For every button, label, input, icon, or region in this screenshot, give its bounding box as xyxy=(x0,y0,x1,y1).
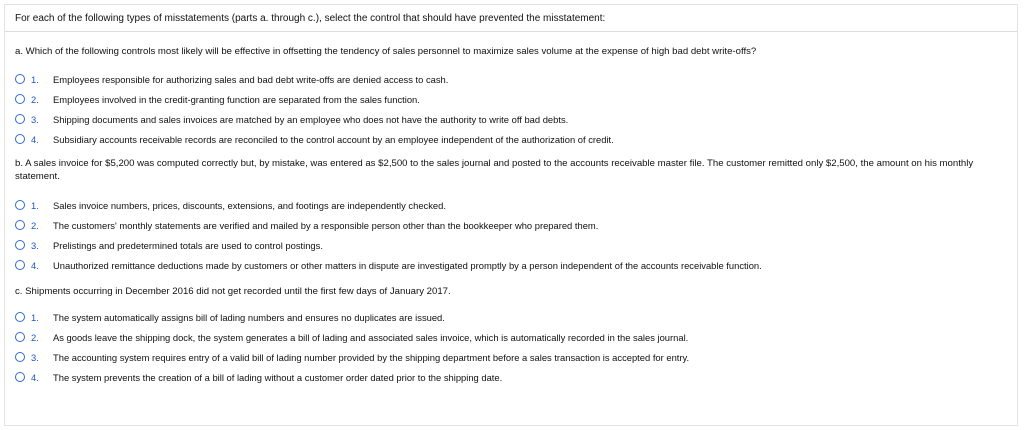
divider xyxy=(5,31,1017,32)
option-number: 4. xyxy=(31,133,39,145)
option-number: 2. xyxy=(31,331,39,343)
question-b-option-1[interactable] xyxy=(15,197,446,213)
question-c-option-1[interactable] xyxy=(15,309,445,325)
question-c-option-4[interactable] xyxy=(15,369,502,385)
question-a-option-1[interactable] xyxy=(15,71,448,87)
radio-button[interactable] xyxy=(15,312,25,322)
question-b-option-2[interactable] xyxy=(15,217,598,233)
question-a-option-2[interactable] xyxy=(15,91,420,107)
question-b-option-4[interactable] xyxy=(15,257,762,273)
radio-button[interactable] xyxy=(15,200,25,210)
radio-button[interactable] xyxy=(15,94,25,104)
option-label: The customers' monthly statements are verified and mailed by a responsible person other than the bookkeeper who prepared them. xyxy=(53,219,599,231)
option-number: 2. xyxy=(31,93,39,105)
instructions-text: For each of the following types of misstatements (parts a. through c.), select the control that should have prevented the misstatement: xyxy=(15,13,606,24)
option-label: Sales invoice numbers, prices, discounts, extensions, and footings are independently checked. xyxy=(53,199,446,211)
radio-button[interactable] xyxy=(15,372,25,382)
option-number: 3. xyxy=(31,113,39,125)
radio-button[interactable] xyxy=(15,134,25,144)
option-label: The accounting system requires entry of a valid bill of lading number provided by the shipping department before a sales transaction is accepted for entry. xyxy=(53,351,690,363)
question-c-text: c. Shipments occurring in December 2016 did not get recorded until the first few days of January 2017. xyxy=(15,286,451,297)
option-label: Employees involved in the credit-granting function are separated from the sales function. xyxy=(53,93,420,105)
question-b-text: b. A sales invoice for $5,200 was computed correctly but, by mistake, was entered as $2,500 to the sales journal and posted to the accounts receivable master file. The customer remitted only $2,500, the amount on his monthly statement. xyxy=(15,158,974,182)
radio-button[interactable] xyxy=(15,352,25,362)
option-number: 4. xyxy=(31,259,39,271)
radio-button[interactable] xyxy=(15,114,25,124)
option-label: The system automatically assigns bill of lading numbers and ensures no duplicates are issued. xyxy=(53,311,445,323)
question-a-option-3[interactable] xyxy=(15,111,568,127)
option-label: Prelistings and predetermined totals are used to control postings. xyxy=(53,239,323,251)
option-label: Unauthorized remittance deductions made by customers or other matters in dispute are investigated promptly by a person independent of the accounts receivable function. xyxy=(53,259,762,271)
option-label: As goods leave the shipping dock, the system generates a bill of lading and associated sales invoice, which is automatically recorded in the sales journal. xyxy=(53,331,689,343)
option-number: 4. xyxy=(31,371,39,383)
question-b-option-3[interactable] xyxy=(15,237,323,253)
question-c-option-2[interactable] xyxy=(15,329,688,345)
option-number: 2. xyxy=(31,219,39,231)
option-number: 1. xyxy=(31,311,39,323)
option-label: Employees responsible for authorizing sales and bad debt write-offs are denied access to cash. xyxy=(53,73,449,85)
radio-button[interactable] xyxy=(15,240,25,250)
question-c-option-3[interactable] xyxy=(15,349,689,365)
option-number: 1. xyxy=(31,73,39,85)
radio-button[interactable] xyxy=(15,332,25,342)
option-number: 3. xyxy=(31,351,39,363)
question-a-text: a. Which of the following controls most likely will be effective in offsetting the tendency of sales personnel to maximize sales volume at the expense of high bad debt write-offs? xyxy=(15,46,757,57)
option-number: 1. xyxy=(31,199,39,211)
question-a-option-4[interactable] xyxy=(15,131,614,147)
option-number: 3. xyxy=(31,239,39,251)
option-label: Shipping documents and sales invoices are matched by an employee who does not have the authority to write off bad debts. xyxy=(53,113,569,125)
option-label: The system prevents the creation of a bill of lading without a customer order dated prior to the shipping date. xyxy=(53,371,503,383)
radio-button[interactable] xyxy=(15,260,25,270)
question-card xyxy=(4,4,1018,426)
option-label: Subsidiary accounts receivable records are reconciled to the control account by an employee independent of the authorization of credit. xyxy=(53,133,614,145)
radio-button[interactable] xyxy=(15,220,25,230)
radio-button[interactable] xyxy=(15,74,25,84)
